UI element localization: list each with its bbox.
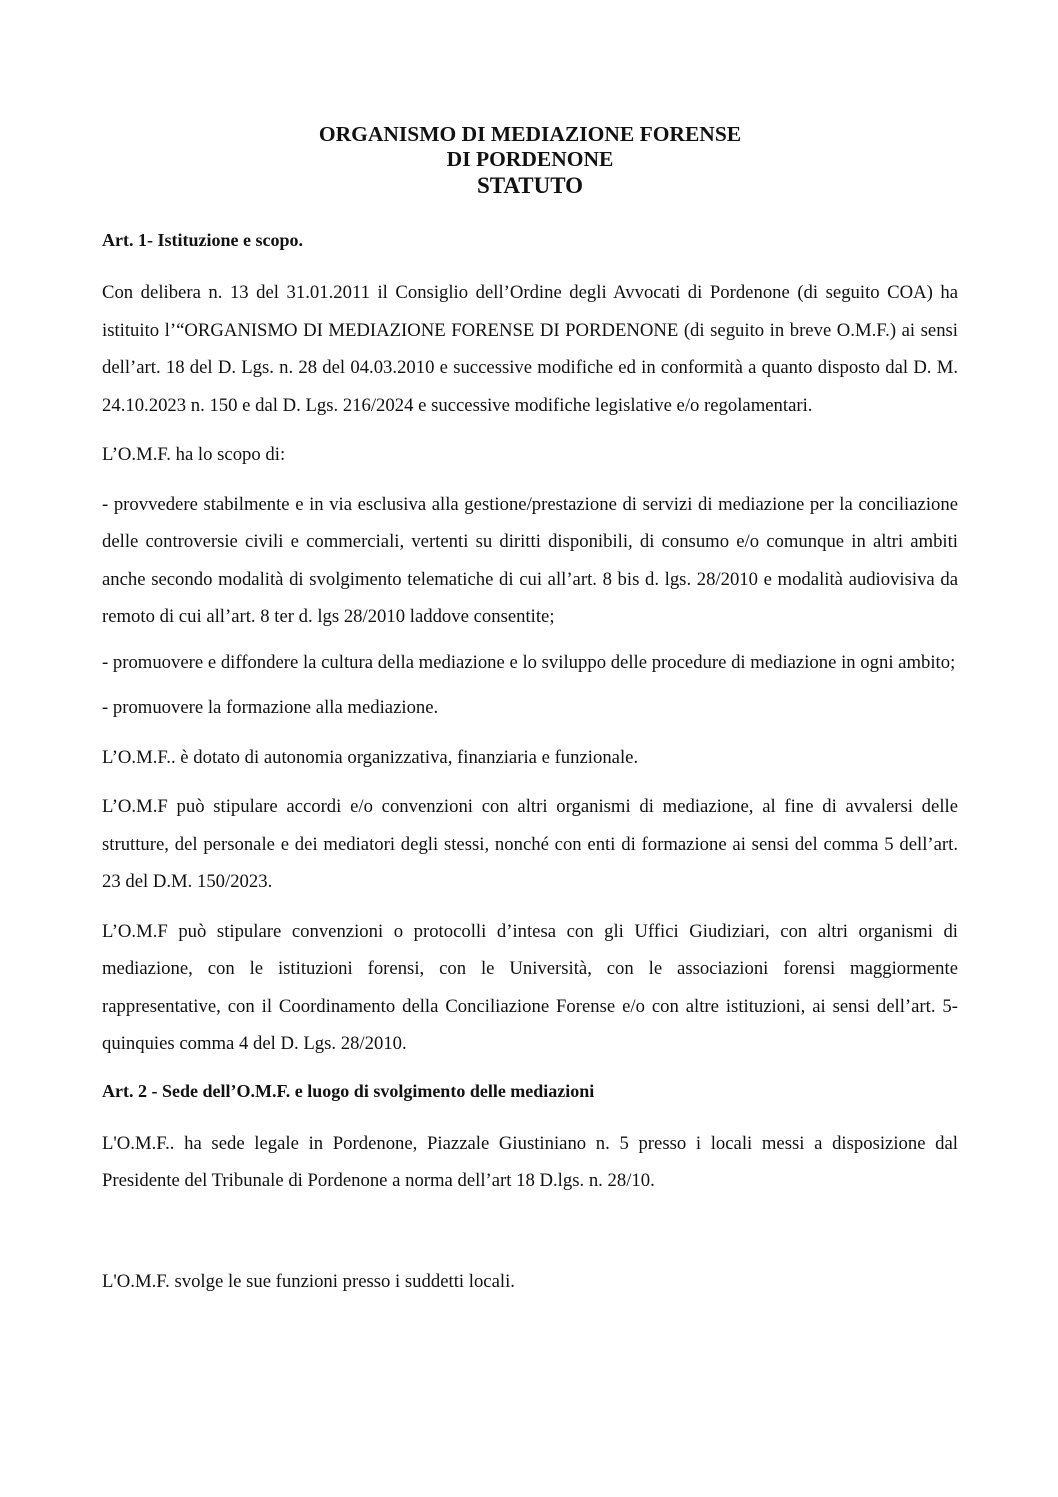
- art1-paragraph-1: Con delibera n. 13 del 31.01.2011 il Consiglio dell’Ordine degli Avvocati di Pordenone (di seguito COA) ha istituito l’“ORGANISMO DI MEDIAZIONE FORENSE DI PORDENONE (di seguito in breve O.M.F.) ai sensi dell’art. 18 del D. Lgs. n. 28 del 04.03.2010 e successive modifiche ed in conformità a quanto disposto dal D. M. 24.10.2023 n. 150 e dal D. Lgs. 216/2024 e successive modifiche legislative e/o regolamentari.: [102, 282, 958, 416]
- art1-paragraph-7: L’O.M.F può stipulare accordi e/o convenzioni con altri organismi di mediazione, al fine di avvalersi delle strutture, del personale e dei mediatori degli stessi, nonché con enti di formazione ai sensi del comma 5 dell’art. 23 del D.M. 150/2023.: [102, 796, 958, 892]
- title-line-3: STATUTO: [476, 173, 584, 198]
- art1-paragraph-5: - promuovere la formazione alla mediazione.: [102, 697, 439, 718]
- document-title: [102, 122, 958, 200]
- art1-paragraph-6: L’O.M.F.. è dotato di autonomia organizzativa, finanziaria e funzionale.: [102, 746, 639, 768]
- art1-paragraph-8: L’O.M.F può stipulare convenzioni o protocolli d’intesa con gli Uffici Giudiziari, con altri organismi di mediazione, con le istituzioni forensi, con le Università, con le associazioni forensi maggiormente rappresentative, con il Coordinamento della Conciliazione Forense e/o con altre istituzioni, ai sensi dell’art. 5-quinquies comma 4 del D. Lgs. 28/2010.: [102, 920, 958, 1054]
- art2-paragraph-1: L'O.M.F.. ha sede legale in Pordenone, Piazzale Giustiniano n. 5 presso i locali messi a disposizione dal Presidente del Tribunale di Pordenone a norma dell’art 18 D.lgs. n. 28/10.: [102, 1132, 958, 1191]
- art2-paragraph-2: L'O.M.F. svolge le sue funzioni presso i suddetti locali.: [102, 1270, 515, 1292]
- art1-paragraph-2: L’O.M.F. ha lo scopo di:: [102, 444, 286, 465]
- art1-heading: Art. 1- Istituzione e scopo.: [102, 230, 303, 250]
- title-line-1: ORGANISMO DI MEDIAZIONE FORENSE: [318, 122, 742, 146]
- document-page: [102, 122, 958, 1300]
- title-line-2: DI PORDENONE: [446, 147, 614, 171]
- art1-paragraph-4: - promuovere e diffondere la cultura della mediazione e lo sviluppo delle procedure di mediazione in ogni ambito;: [102, 651, 956, 673]
- art1-paragraph-3: - provvedere stabilmente e in via esclusiva alla gestione/prestazione di servizi di mediazione per la conciliazione delle controversie civili e commerciali, vertenti su diritti disponibili, di consumo e/o comunque in altri ambiti anche secondo modalità di svolgimento telematiche di cui all’art. 8 bis d. lgs. 28/2010 e modalità audiovisiva da remoto di cui all’art. 8 ter d. lgs 28/2010 laddove consentite;: [102, 493, 958, 627]
- art2-heading: Art. 2 - Sede dell’O.M.F. e luogo di svolgimento delle mediazioni: [102, 1080, 595, 1101]
